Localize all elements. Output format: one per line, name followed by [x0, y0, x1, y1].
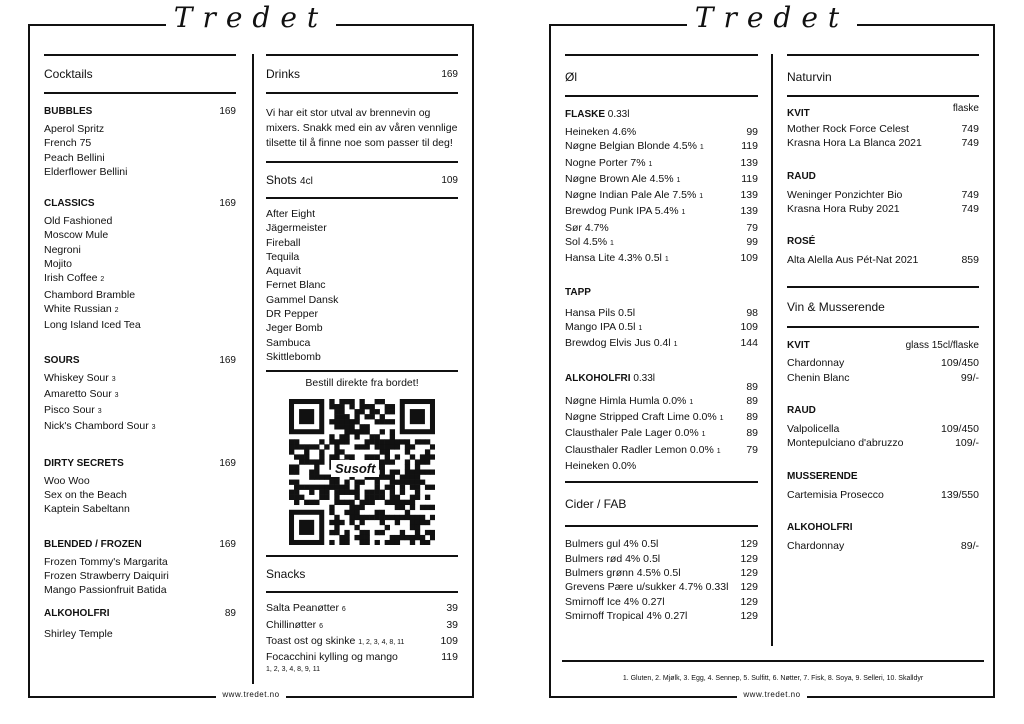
group-sours: SOURS 169 Whiskey Sour 3 Amaretto Sour 3 Pisco Sour 3 Nick's Chambord Sour 3	[44, 355, 236, 436]
menu-item: Heineken 4.6% 99	[565, 126, 758, 138]
section-title-shots: Shots 4cl 109	[266, 173, 458, 187]
menu-item: Chardonnay 89/-	[787, 539, 979, 552]
menu-item: Heineken 0.0%	[565, 460, 637, 473]
menu-item: Negroni	[44, 243, 81, 256]
footer-right	[549, 690, 995, 699]
menu-item: Frozen Tommy's Margarita	[44, 555, 168, 568]
menu-item: Brewdog Elvis Jus 0.4l 1 144	[565, 337, 758, 350]
menu-item: Whiskey Sour 3	[44, 371, 116, 384]
menu-item: Woo Woo	[44, 474, 90, 487]
order-qr-code[interactable]	[289, 399, 435, 545]
menu-item: Clausthaler Radler Lemon 0.0% 1 79	[565, 443, 758, 456]
brand-header-left	[28, 0, 474, 36]
menu-item: Fireball	[266, 236, 301, 249]
group-blended-frozen: BLENDED / FROZEN 169 Frozen Tommy's Margarita Frozen Strawberry Daiquiri Mango Passionfruit Batida	[44, 538, 236, 597]
brand-header-right	[549, 0, 995, 36]
group-classics: CLASSICS 169 Old Fashioned Moscow Mule Negroni Mojito Irish Coffee 2 Chambord Bramble White Russian 2 Long Island Iced Tea	[44, 198, 236, 332]
menu-item: White Russian 2	[44, 302, 119, 315]
group-ol-alkoholfri: ALKOHOLFRI 0.33l 89 Nøgne Himla Humla 0.0% 1 89 Nøgne Stripped Craft Lime 0.0% 1 89 Clausthaler Pale Lager 0.0% 1 89 Clausthaler Radler Lemon 0.0% 1 79 Heineken 0.0%	[565, 372, 758, 473]
section-title-ol: Øl	[565, 70, 577, 84]
menu-item: Pisco Sour 3	[44, 404, 102, 417]
menu-item: Grevens Pære u/sukker 4.7% 0.33l 129	[565, 581, 758, 594]
menu-item: Nøgne Indian Pale Ale 7.5% 1 139	[565, 189, 758, 202]
column-divider	[252, 54, 254, 684]
menu-item: Bulmers grønn 4.5% 0.5l 129	[565, 566, 758, 579]
menu-item: Alta Alella Aus Pét-Nat 2021 859	[787, 254, 979, 267]
wine-column	[787, 54, 979, 553]
menu-item: Sol 4.5% 1 99	[565, 236, 758, 249]
menu-item: Peach Bellini	[44, 151, 105, 164]
shots-list	[266, 207, 458, 364]
cocktails-column	[44, 54, 236, 641]
menu-item: Mango Passionfruit Batida	[44, 584, 167, 597]
group-musserende: MUSSERENDE Cartemisia Prosecco 139/550	[787, 470, 979, 501]
menu-item: Nøgne Brown Ale 4.5% 1 119	[565, 172, 758, 185]
menu-item: Moscow Mule	[44, 229, 109, 242]
menu-item: Mother Rock Force Celest 749	[787, 123, 979, 135]
menu-item: Old Fashioned	[44, 215, 113, 228]
drinks-description: Vi har eit stor utval av brennevin og mixers. Snakk med ein av våren vennlige tilsette til å finne noe som passer til deg!	[266, 107, 458, 149]
menu-item: Elderflower Bellini	[44, 165, 128, 178]
menu-item: DR Pepper	[266, 308, 318, 321]
section-title-snacks: Snacks	[266, 567, 306, 582]
menu-item: After Eight	[266, 208, 316, 220]
menu-item: Focacchini kylling og mango 119	[266, 651, 458, 664]
website-link[interactable]: www.tredet.no	[216, 690, 285, 699]
menu-item: Long Island Iced Tea	[44, 319, 141, 332]
menu-item: Salta Peanøtter 6 39	[266, 602, 458, 615]
menu-item: Hansa Lite 4.3% 0.5l 1 109	[565, 252, 758, 265]
menu-item: Jägermeister	[266, 222, 327, 235]
menu-item: Montepulciano d'abruzzo 109/-	[787, 437, 979, 450]
menu-item: 89	[746, 380, 758, 393]
menu-item: Sex on the Beach	[44, 489, 127, 502]
menu-item: Sambuca	[266, 336, 311, 349]
column-divider	[771, 54, 773, 646]
menu-item: Krasna Hora La Blanca 2021 749	[787, 137, 979, 150]
menu-item: Mango IPA 0.5l 1 109	[565, 320, 758, 333]
group-naturvin-rose: ROSÉ Alta Alella Aus Pét-Nat 2021 859	[787, 236, 979, 267]
group-naturvin-raud: RAUD Weninger Ponzichter Bio 749 Krasna Hora Ruby 2021 749	[787, 170, 979, 215]
section-title-cocktails: Cocktails	[44, 67, 93, 81]
menu-item: Valpolicella 109/450	[787, 423, 979, 436]
cider-list	[565, 537, 758, 623]
drinks-column	[266, 54, 458, 673]
allergen-divider	[562, 660, 984, 662]
snacks-list	[266, 601, 458, 673]
menu-item: Aquavit	[266, 265, 302, 278]
menu-item: Smirnoff Ice 4% 0.27l 129	[565, 595, 758, 608]
beer-column	[565, 54, 758, 623]
menu-item: Gammel Dansk	[266, 293, 339, 306]
menu-item: Kaptein Sabeltann	[44, 503, 130, 516]
menu-item: Bulmers rød 4% 0.5l 129	[565, 552, 758, 565]
menu-item: Brewdog Punk IPA 5.4% 1 139	[565, 205, 758, 218]
group-bubbles: BUBBLES 169 Aperol Spritz French 75 Peach Bellini Elderflower Bellini	[44, 106, 236, 178]
section-title-drinks: Drinks 169	[266, 67, 458, 81]
menu-item: Nick's Chambord Sour 3	[44, 420, 156, 433]
menu-item: Jeger Bomb	[266, 322, 323, 335]
menu-item: Frozen Strawberry Daiquiri	[44, 569, 169, 582]
brand-logo: Tredet	[687, 0, 857, 36]
menu-item: French 75	[44, 137, 92, 150]
menu-item: Krasna Hora Ruby 2021 749	[787, 202, 979, 215]
menu-item: Chambord Bramble	[44, 288, 136, 301]
section-title-vin: Vin & Musserende	[787, 300, 885, 315]
allergen-note: 1, 2, 3, 4, 8, 9, 11	[266, 666, 320, 674]
menu-item: Shirley Temple	[44, 627, 113, 640]
menu-item: Hansa Pils 0.5l 98	[565, 306, 758, 319]
menu-item: Nogne Porter 7% 1 139	[565, 156, 758, 169]
footer-left	[28, 690, 474, 699]
group-flaske: FLASKE 0.33l Heineken 4.6% 99 Nøgne Belgian Blonde 4.5% 1 119 Nogne Porter 7% 1 139 Nøgne Brown Ale 4.5% 1 119 Nøgne Indian Pale Ale 7.5% 1 139 Brewdog Punk IPA 5.4% 1 139 Sør 4.7% 79 Sol 4.5% 1 99 Hansa Lite 4.3% 0.5l 1 109	[565, 109, 758, 268]
menu-item: Toast ost og skinke 1, 2, 3, 4, 8, 11 109	[266, 634, 458, 647]
menu-item: Aperol Spritz	[44, 123, 105, 135]
menu-item: Chenin Blanc 99/-	[787, 371, 979, 384]
group-vin-raud: RAUD Valpolicella 109/450 Montepulciano d'abruzzo 109/-	[787, 405, 979, 450]
menu-item: Chardonnay 109/450	[787, 357, 979, 370]
menu-item: Cartemisia Prosecco 139/550	[787, 488, 979, 501]
menu-item: Tequila	[266, 250, 300, 263]
menu-item: Irish Coffee 2	[44, 272, 105, 285]
group-dirty-secrets: DIRTY SECRETS 169 Woo Woo Sex on the Beach Kaptein Sabeltann	[44, 457, 236, 516]
menu-item: Nøgne Stripped Craft Lime 0.0% 1 89	[565, 411, 758, 424]
menu-item: Bulmers gul 4% 0.5l 129	[565, 538, 758, 551]
group-alkoholfri: ALKOHOLFRI 89 Shirley Temple	[44, 607, 236, 640]
menu-item: Nøgne Belgian Blonde 4.5% 1 119	[565, 140, 758, 153]
menu-item: Chillinøtter 6 39	[266, 618, 458, 631]
group-vin-kvit: KVIT glass 15cl/flaske Chardonnay 109/450 Chenin Blanc 99/-	[787, 340, 979, 384]
group-vin-alkoholfri: ALKOHOLFRI Chardonnay 89/-	[787, 521, 979, 552]
menu-item: Amaretto Sour 3	[44, 387, 119, 400]
menu-item: Fernet Blanc	[266, 279, 326, 292]
section-title-cider: Cider / FAB	[565, 497, 627, 512]
qr-brand-label: Susoft	[331, 460, 379, 477]
website-link[interactable]: www.tredet.no	[737, 690, 806, 699]
menu-item: Mojito	[44, 258, 73, 271]
menu-item: Nøgne Himla Humla 0.0% 1 89	[565, 394, 758, 407]
menu-item: Weninger Ponzichter Bio 749	[787, 188, 979, 201]
brand-logo: Tredet	[166, 0, 336, 36]
allergen-legend: 1. Gluten, 2. Mjølk, 3. Egg, 4. Sennep, 5. Sulfitt, 6. Nøtter, 7. Fisk, 8. Soya, 9. Selleri, 10. Skalldyr	[622, 675, 924, 682]
group-tapp: TAPP Hansa Pils 0.5l 98 Mango IPA 0.5l 1 109 Brewdog Elvis Jus 0.4l 1 144	[565, 287, 758, 353]
menu-item: Clausthaler Pale Lager 0.0% 1 89	[565, 427, 758, 440]
menu-item: Skittlebomb	[266, 350, 321, 363]
group-naturvin-kvit: KVIT flaske Mother Rock Force Celest 749 Krasna Hora La Blanca 2021 749	[787, 103, 979, 150]
menu-item: Smirnoff Tropical 4% 0.27l 129	[565, 609, 758, 622]
qr-caption: Bestill direkte fra bordet!	[305, 377, 419, 390]
menu-item: Sør 4.7% 79	[565, 221, 758, 234]
section-title-naturvin: Naturvin	[787, 70, 832, 84]
